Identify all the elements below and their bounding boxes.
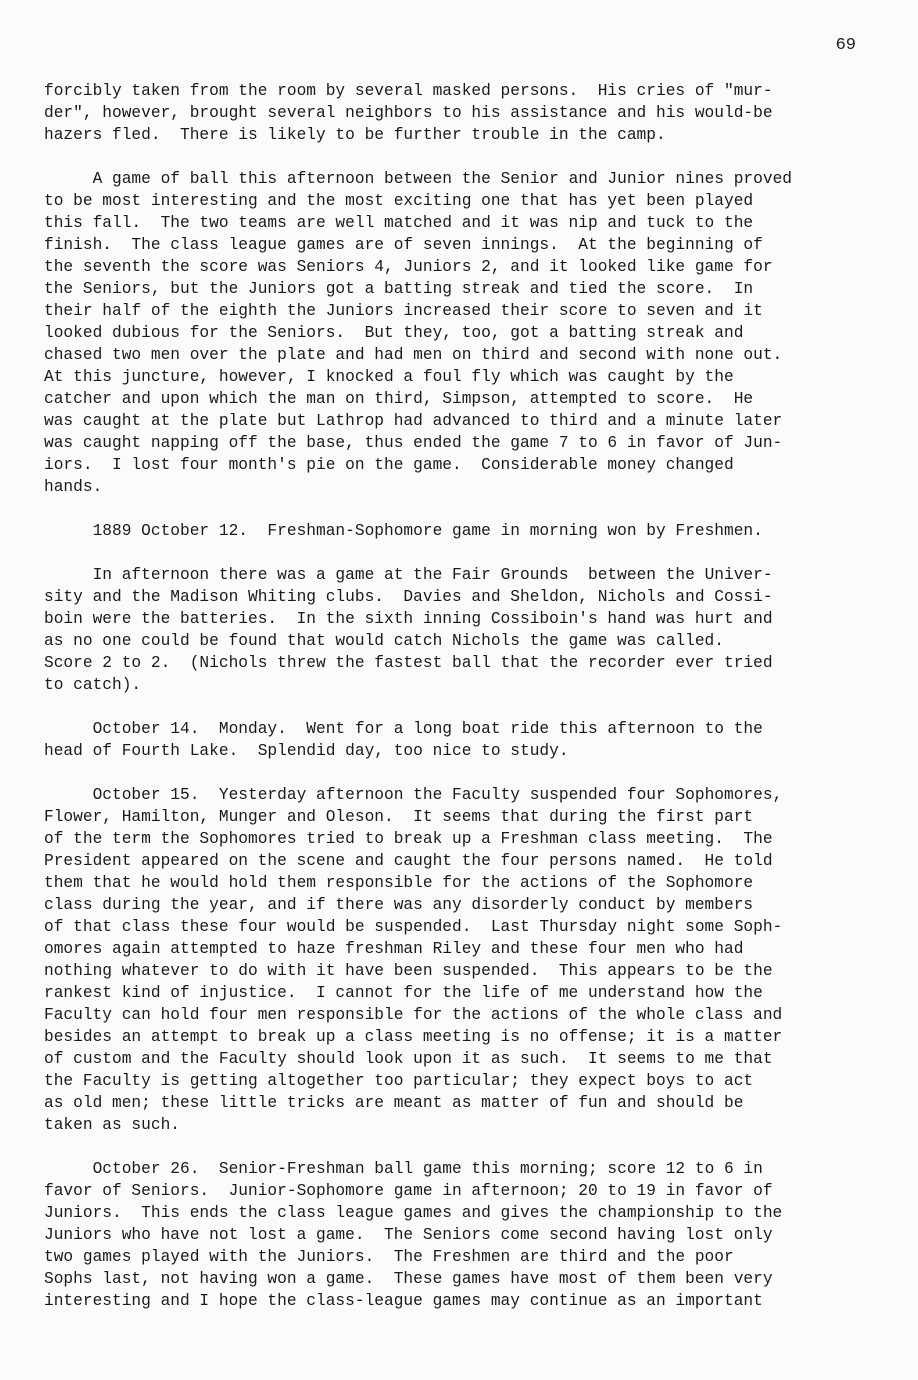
paragraph-october-26: October 26. Senior-Freshman ball game this morning; score 12 to 6 in favor of Seniors. Junior-Sophomore game in afternoon; 20 to 19 in favor of Juniors. This ends the class league games and gives the championship to the Juniors who have not lost a game. The Seniors come second having lost only two games played with the Juniors. The Freshmen are third and the poor Sophs last, not having won a game. These games have most of them been very interesting and I hope the class-league games may continue as an important (44, 1160, 783, 1310)
paragraph-hazing-continued: forcibly taken from the room by several masked persons. His cries of "mur- der", however, brought several neighbors to his assistance and his would-be hazers fled. There is likely to be further trouble in the camp. (44, 82, 773, 144)
document-body (44, 80, 894, 1312)
paragraph-october-14: October 14. Monday. Went for a long boat ride this afternoon to the head of Fourth Lake. Splendid day, too nice to study. (44, 720, 763, 760)
paragraph-fair-grounds-game: In afternoon there was a game at the Fair Grounds between the Univer- sity and the Madison Whiting clubs. Davies and Sheldon, Nichols and Cossi- boin were the batteries. In the sixth inning Cossiboin's hand was hurt and as no one could be found that would catch Nichols the game was called. Score 2 to 2. (Nichols threw the fastest ball that the recorder ever tried to catch). (44, 566, 773, 694)
paragraph-october-15: October 15. Yesterday afternoon the Faculty suspended four Sophomores, Flower, Hamilton, Munger and Oleson. It seems that during the first part of the term the Sophomores tried to break up a Freshman class meeting. The President appeared on the scene and caught the four persons named. He told them that he would hold them responsible for the actions of the Sophomore class during the year, and if there was any disorderly conduct by members of that class these four would be suspended. Last Thursday night some Soph- omores again attempted to haze freshman Riley and these four men who had nothing whatever to do with it have been suspended. This appears to be the rankest kind of injustice. I cannot for the life of me understand how the Faculty can hold four men responsible for the actions of the whole class and besides an attempt to break up a class meeting is no offense; it is a matter of custom and the Faculty should look upon it as such. It seems to me that the Faculty is getting altogether too particular; they expect boys to act as old men; these little tricks are meant as matter of fun and should be taken as such. (44, 786, 783, 1134)
paragraph-october-12: 1889 October 12. Freshman-Sophomore game in morning won by Freshmen. (44, 522, 763, 540)
page-number: 69 (835, 36, 856, 55)
paragraph-senior-junior-game: A game of ball this afternoon between the Senior and Junior nines proved to be most interesting and the most exciting one that has yet been played this fall. The two teams are well matched and it was nip and tuck to the finish. The class league games are of seven innings. At the beginning of the seventh the score was Seniors 4, Juniors 2, and it looked like game for the Seniors, but the Juniors got a batting streak and tied the score. In their half of the eighth the Juniors increased their score to seven and it looked dubious for the Seniors. But they, too, got a batting streak and chased two men over the plate and had men on third and second with none out. At this juncture, however, I knocked a foul fly which was caught by the catcher and upon which the man on third, Simpson, attempted to score. He was caught at the plate but Lathrop had advanced to third and a minute later was caught napping off the base, thus ended the game 7 to 6 in favor of Jun- iors. I lost four month's pie on the game. Considerable money changed hands. (44, 170, 792, 496)
